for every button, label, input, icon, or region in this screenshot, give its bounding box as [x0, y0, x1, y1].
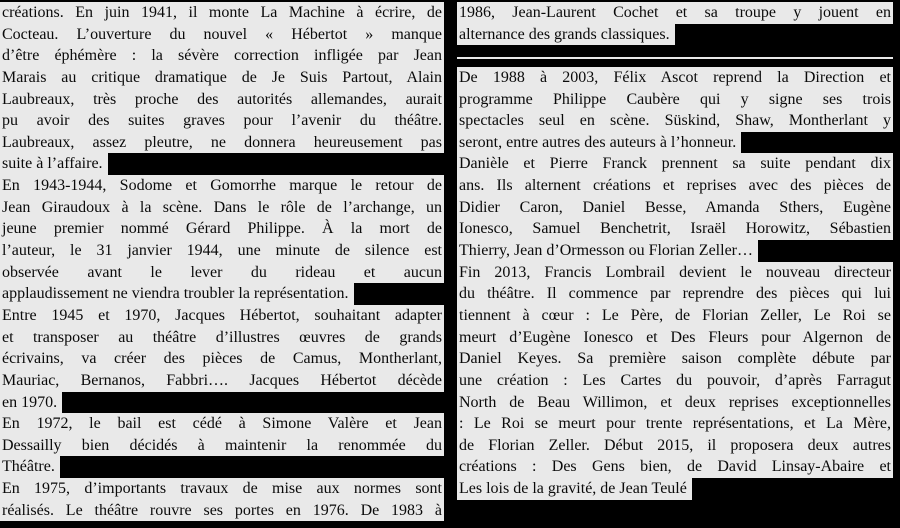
text-line: réalisés. Le théâtre rouvre ses portes en 1976. De 1983 à [0, 500, 444, 522]
text-line: Danièle et Pierre Franck prennent sa suite pendant dix [457, 153, 893, 175]
text-line [0, 153, 444, 175]
highlighted-text: seront, entre autres des auteurs à l’honneur. [457, 132, 741, 154]
text-line [457, 240, 893, 262]
text-line: Cocteau. L’ouverture du nouvel « Hébertot » manque [0, 24, 444, 46]
text-line: Daniel Keyes. Sa première saison complète débute par [457, 348, 893, 370]
text-line: créations. En juin 1941, il monte La Machine à écrire, de [0, 2, 444, 24]
text-line: En 1943-1944, Sodome et Gomorrhe marque le retour de [0, 175, 444, 197]
text-line: : Le Roi se meurt pour trente représentations, et La Mère, [457, 413, 893, 435]
text-line: meurt d’Eugène Ionesco et Des Fleurs pour Algernon de [457, 327, 893, 349]
text-line: North de Beau Willimon, et deux reprises exceptionnelles [457, 392, 893, 414]
highlighted-text: applaudissement ne viendra troubler la représentation. [0, 283, 354, 305]
text-line: spectacles seul en scène. Süskind, Shaw, Montherlant y [457, 110, 893, 132]
text-column-left [0, 2, 444, 521]
text-line [0, 392, 444, 414]
text-line: programme Philippe Caubère qui y signe ses trois [457, 89, 893, 111]
highlighted-text: suite à l’affaire. [0, 153, 108, 175]
paragraph-gap [457, 45, 893, 67]
text-line: tiennent à cœur : Le Père, de Florian Zeller, Le Roi se [457, 305, 893, 327]
text-line: Mauriac, Bernanos, Fabbri…. Jacques Hébertot décède [0, 370, 444, 392]
text-line: ans. Ils alternent créations et reprises avec des pièces de [457, 175, 893, 197]
text-line: observée avant le lever du rideau et aucun [0, 262, 444, 284]
text-line [457, 132, 893, 154]
text-line: créations : Des Gens bien, de David Linsay-Abaire et [457, 456, 893, 478]
highlighted-text: Thierry, Jean d’Ormesson ou Florian Zeller… [457, 240, 758, 262]
text-line: jeune premier nommé Gérard Philippe. À la mort de [0, 218, 444, 240]
text-line: Didier Caron, Daniel Besse, Amanda Sthers, Eugène [457, 197, 893, 219]
text-line [0, 283, 444, 305]
text-line [457, 24, 893, 46]
text-line: Dessailly bien décidés à maintenir la renommée du [0, 435, 444, 457]
text-line: d’être éphémère : la sévère correction infligée par Jean [0, 45, 444, 67]
text-line [0, 456, 444, 478]
text-line: de Florian Zeller. Début 2015, il proposera deux autres [457, 435, 893, 457]
text-line [457, 478, 893, 500]
text-line: Ionesco, Samuel Benchetrit, Israël Horowitz, Sébastien [457, 218, 893, 240]
text-line: et transposer au théâtre d’illustres œuvres de grands [0, 327, 444, 349]
text-column-right [457, 2, 893, 500]
text-line: 1986, Jean-Laurent Cochet et sa troupe y jouent en [457, 2, 893, 24]
text-line: pu avoir des suites graves pour l’avenir du théâtre. [0, 110, 444, 132]
text-line: l’auteur, le 31 janvier 1944, une minute de silence est [0, 240, 444, 262]
text-line: En 1972, le bail est cédé à Simone Valère et Jean [0, 413, 444, 435]
text-line: Fin 2013, Francis Lombrail devient le nouveau directeur [457, 262, 893, 284]
text-line: Entre 1945 et 1970, Jacques Hébertot, souhaitant adapter [0, 305, 444, 327]
text-line: écrivains, va créer des pièces de Camus, Montherlant, [0, 348, 444, 370]
text-line: Jean Giraudoux à la scène. Dans le rôle de l’archange, un [0, 197, 444, 219]
text-line: En 1975, d’importants travaux de mise aux normes sont [0, 478, 444, 500]
text-line: du théâtre. Il commence par reprendre des pièces qui lui [457, 283, 893, 305]
highlighted-text: en 1970. [0, 392, 62, 414]
text-line: une création : Les Cartes du pouvoir, d’après Farragut [457, 370, 893, 392]
text-line: Marais au critique dramatique de Je Suis Partout, Alain [0, 67, 444, 89]
highlighted-text: alternance des grands classiques. [457, 24, 675, 46]
text-line: Laubreaux, assez pleutre, ne donnera heureusement pas [0, 132, 444, 154]
highlighted-text: Théâtre. [0, 456, 60, 478]
text-line: Laubreaux, très proche des autorités allemandes, aurait [0, 89, 444, 111]
empty-line-highlight [457, 57, 893, 59]
highlighted-text: Les lois de la gravité, de Jean Teulé [457, 478, 692, 500]
text-line: De 1988 à 2003, Félix Ascot reprend la Direction et [457, 67, 893, 89]
